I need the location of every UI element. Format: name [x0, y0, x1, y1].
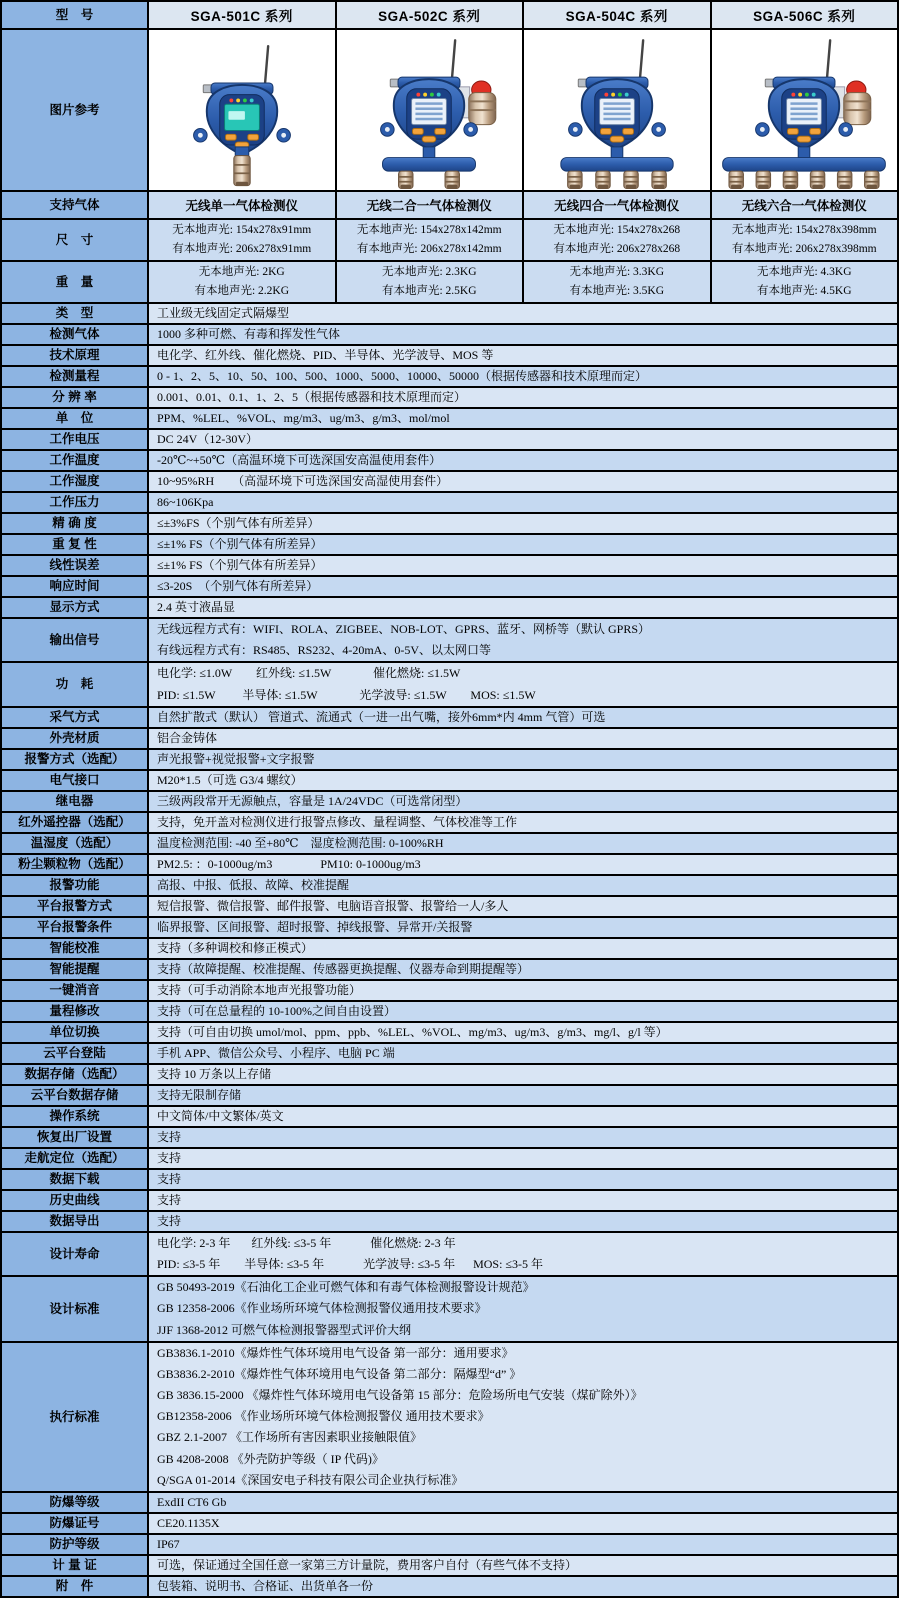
spec-line: ≤±3%FS（个别气体有所差异） — [157, 516, 320, 530]
spec-line: 电化学: ≤1.0W 红外线: ≤1.5W 催化燃烧: ≤1.5W — [157, 666, 461, 681]
spec-value — [147, 346, 897, 365]
spec-value — [147, 388, 897, 407]
spec-line: M20*1.5（可选 G3/4 螺纹） — [157, 772, 303, 787]
manifold-bar — [383, 158, 476, 172]
spec-label: 智能校准 — [2, 939, 147, 958]
dimension-line: 无本地声光: 154x278x268 — [553, 224, 681, 236]
spec-value — [147, 1107, 897, 1126]
spec-label: 附 件 — [2, 1577, 147, 1596]
supported-gas-label: 支持气体 — [2, 192, 147, 218]
weight-row-cell — [147, 262, 335, 302]
spec-line: 1000 多种可燃、有毒和挥发性气体 — [157, 327, 341, 341]
spec-label: 防爆等级 — [2, 1493, 147, 1512]
spec-row — [2, 365, 897, 386]
spec-value — [147, 430, 897, 449]
spec-label: 工作压力 — [2, 493, 147, 512]
spec-line: 支持 — [157, 1213, 182, 1228]
spec-row — [2, 1512, 897, 1533]
spec-line: 包装箱、说明书、合格证、出货单各一份 — [157, 1579, 374, 1593]
spec-row — [2, 1168, 897, 1189]
dimension-line: 无本地声光: 154x278x398mm — [731, 224, 877, 236]
weight-line: 有本地声光: 4.5KG — [756, 285, 852, 297]
model-header-row — [2, 2, 897, 28]
spec-value — [147, 939, 897, 958]
spec-line: 短信报警、微信报警、邮件报警、电脑语音报警、报警给一人/多人 — [157, 898, 509, 913]
spec-row — [2, 575, 897, 596]
spec-label: 采气方式 — [2, 708, 147, 727]
spec-row — [2, 1210, 897, 1231]
spec-line: ≤±1% FS（个别气体有所差异） — [157, 537, 323, 551]
spec-row — [2, 706, 897, 727]
device-image-cell — [335, 30, 523, 190]
spec-value — [147, 556, 897, 575]
spec-row — [2, 617, 897, 661]
spec-row — [2, 386, 897, 407]
spec-label: 计 量 证 — [2, 1556, 147, 1575]
dimension-line: 有本地声光: 206x278x91mm — [172, 243, 312, 255]
spec-line: 支持，免开盖对检测仪进行报警点修改、量程调整、气体校准等工作 — [157, 814, 518, 829]
spec-line: 临界报警、区间报警、超时报警、掉线报警、异常开/关报警 — [157, 919, 473, 934]
weight-line: 有本地声光: 2.2KG — [194, 285, 290, 297]
spec-value — [147, 1212, 897, 1231]
spec-line: 支持无限制存储 — [157, 1087, 242, 1102]
dimension-line: 无本地声光: 154x278x142mm — [356, 224, 502, 236]
spec-row — [2, 1126, 897, 1147]
spec-value — [147, 708, 897, 727]
model-name: SGA-502C 系列 — [335, 2, 523, 28]
spec-label: 一键消音 — [2, 981, 147, 1000]
spec-label: 电气接口 — [2, 771, 147, 790]
spec-line: GB 50493-2019《石油化工企业可燃气体和有毒气体检测报警设计规范》 — [157, 1280, 535, 1295]
spec-value — [147, 367, 897, 386]
spec-label: 防护等级 — [2, 1535, 147, 1554]
spec-line: 0 - 1、2、5、10、50、100、500、1000、5000、10000、50000（根据传感器和技术原理而定） — [157, 369, 647, 383]
spec-line: 声光报警+视觉报警+文字报警 — [157, 751, 315, 766]
dimensions-row-label: 尺 寸 — [2, 220, 147, 260]
spec-line: 支持（多种调校和修正模式） — [157, 940, 314, 955]
spec-line: PPM、%LEL、%VOL、mg/m3、ug/m3、g/m3、mol/mol — [157, 411, 450, 425]
spec-value — [147, 598, 897, 617]
model-name: SGA-504C 系列 — [522, 2, 710, 28]
manifold-bar — [561, 158, 673, 172]
spec-label: 类 型 — [2, 304, 147, 323]
beacon-body — [844, 93, 871, 125]
spec-label: 数据存储（选配） — [2, 1065, 147, 1084]
spec-label: 设计寿命 — [2, 1233, 147, 1275]
spec-row — [2, 1231, 897, 1275]
spec-line: 支持 — [157, 1150, 182, 1165]
spec-value — [147, 493, 897, 512]
spec-label: 检测气体 — [2, 325, 147, 344]
spec-value — [147, 663, 897, 705]
spec-line: 0.001、0.01、0.1、1、2、5（根据传感器和技术原理而定） — [157, 390, 467, 404]
spec-label: 历史曲线 — [2, 1191, 147, 1210]
spec-label: 响应时间 — [2, 577, 147, 596]
spec-line: ≤±1% FS（个别气体有所差异） — [157, 558, 323, 572]
spec-line: 三级两段常开无源触点，容量是 1A/24VDC（可选常闭型） — [157, 793, 468, 808]
dimensions-row — [2, 218, 897, 260]
spec-value — [147, 855, 897, 874]
spec-row — [2, 596, 897, 617]
spec-line: 手机 APP、微信公众号、小程序、电脑 PC 端 — [157, 1045, 395, 1060]
spec-row — [2, 832, 897, 853]
spec-value — [147, 1044, 897, 1063]
device-image-cell — [710, 30, 898, 190]
spec-value — [147, 729, 897, 748]
spec-label: 显示方式 — [2, 598, 147, 617]
spec-label: 检测量程 — [2, 367, 147, 386]
manifold-bar — [723, 158, 886, 172]
weight-line: 无本地声光: 2KG — [198, 266, 285, 278]
spec-value — [147, 1002, 897, 1021]
spec-value — [147, 451, 897, 470]
spec-label: 设计标准 — [2, 1277, 147, 1341]
spec-row — [2, 937, 897, 958]
dimensions-row-cell — [710, 220, 898, 260]
spec-line: 支持（可自由切换 umol/mol、ppm、ppb、%LEL、%VOL、mg/m3、ug/m3、g/m3、mg/l、g/l 等） — [157, 1024, 668, 1039]
spec-label: 报警功能 — [2, 876, 147, 895]
spec-label: 云平台登陆 — [2, 1044, 147, 1063]
weight-row-cell — [335, 262, 523, 302]
spec-value — [147, 1277, 897, 1341]
spec-value — [147, 1170, 897, 1189]
spec-row — [2, 323, 897, 344]
spec-line: 高报、中报、低报、故障、校准提醒 — [157, 877, 350, 892]
dimensions-row-cell — [335, 220, 523, 260]
spec-label: 报警方式（选配） — [2, 750, 147, 769]
weight-row-cell — [710, 262, 898, 302]
spec-line: 电化学、红外线、催化燃烧、PID、半导体、光学波导、MOS 等 — [157, 348, 494, 362]
dimension-line: 无本地声光: 154x278x91mm — [172, 224, 312, 236]
spec-row — [2, 1575, 897, 1596]
spec-label: 线性误差 — [2, 556, 147, 575]
spec-line: ≤3-20S （个别气体有所差异） — [157, 579, 319, 593]
weight-line: 无本地声光: 4.3KG — [756, 266, 852, 278]
spec-line: 支持 10 万条以上存储 — [157, 1066, 272, 1081]
spec-line: CE20.1135X — [157, 1516, 220, 1530]
spec-label: 恢复出厂设置 — [2, 1128, 147, 1147]
spec-label: 量程修改 — [2, 1002, 147, 1021]
spec-value — [147, 577, 897, 596]
spec-row — [2, 1063, 897, 1084]
spec-label: 外壳材质 — [2, 729, 147, 748]
spec-label: 输出信号 — [2, 619, 147, 661]
spec-row — [2, 554, 897, 575]
spec-row — [2, 661, 897, 705]
spec-row — [2, 491, 897, 512]
spec-row — [2, 1021, 897, 1042]
spec-row — [2, 1275, 897, 1341]
spec-row — [2, 1341, 897, 1491]
spec-value — [147, 813, 897, 832]
spec-row — [2, 979, 897, 1000]
spec-value — [147, 1493, 897, 1512]
spec-label: 分 辨 率 — [2, 388, 147, 407]
spec-label: 功 耗 — [2, 663, 147, 705]
spec-value — [147, 918, 897, 937]
supported-gas-value: 无线六合一气体检测仪 — [710, 192, 898, 218]
spec-row — [2, 1084, 897, 1105]
spec-value — [147, 1514, 897, 1533]
spec-row — [2, 748, 897, 769]
spec-row — [2, 1491, 897, 1512]
spec-line: 支持 — [157, 1129, 182, 1144]
spec-line: GBZ 2.1-2007 《工作场所有害因素职业接触限值》 — [157, 1430, 422, 1445]
spec-value — [147, 1191, 897, 1210]
spec-value — [147, 304, 897, 323]
spec-line: 温度检测范围: -40 至+80℃ 湿度检测范围: 0-100%RH — [157, 835, 444, 850]
model-label: 型 号 — [2, 2, 147, 28]
weight-line: 有本地声光: 3.5KG — [569, 285, 665, 297]
spec-line: 支持（故障提醒、校准提醒、传感器更换提醒、仪器寿命到期提醒等） — [157, 961, 530, 976]
spec-value — [147, 1065, 897, 1084]
spec-line: 自然扩散式（默认） 管道式、流通式（一进一出气嘴，接外6mm*内 4mm 气管）可选 — [157, 709, 606, 724]
spec-row — [2, 1042, 897, 1063]
spec-line: JJF 1368-2012 可燃气体检测报警器型式评价大纲 — [157, 1322, 412, 1337]
spec-row — [2, 344, 897, 365]
spec-line: 支持 — [157, 1171, 182, 1186]
spec-line: 工业级无线固定式隔爆型 — [157, 306, 290, 320]
spec-value — [147, 514, 897, 533]
spec-label: 精 确 度 — [2, 514, 147, 533]
spec-value — [147, 897, 897, 916]
dimension-line: 有本地声光: 206x278x268 — [553, 243, 681, 255]
spec-line: GB 3836.15-2000 《爆炸性气体环境用电气设备第 15 部分：危险场所电气安装（煤矿除外）》 — [157, 1388, 643, 1403]
dimensions-row-cell — [147, 220, 335, 260]
spec-label: 平台报警方式 — [2, 897, 147, 916]
spec-value — [147, 619, 897, 661]
spec-row — [2, 958, 897, 979]
spec-label: 操作系统 — [2, 1107, 147, 1126]
spec-value — [147, 1086, 897, 1105]
weight-row-cell — [522, 262, 710, 302]
spec-label: 粉尘颗粒物（选配） — [2, 855, 147, 874]
dimension-line: 有本地声光: 206x278x142mm — [356, 243, 502, 255]
spec-label: 走航定位（选配） — [2, 1149, 147, 1168]
spec-line: Q/SGA 01-2014《深国安电子科技有限公司企业执行标准》 — [157, 1472, 464, 1487]
spec-row — [2, 302, 897, 323]
spec-row — [2, 727, 897, 748]
spec-label: 温湿度（选配） — [2, 834, 147, 853]
model-name: SGA-506C 系列 — [710, 2, 898, 28]
spec-line: 2.4 英寸液晶显 — [157, 600, 236, 614]
spec-line: GB 4208-2008 《外壳防护等级（ IP 代码)》 — [157, 1451, 384, 1466]
spec-label: 工作温度 — [2, 451, 147, 470]
spec-label: 单位切换 — [2, 1023, 147, 1042]
spec-line: 中文简体/中文繁体/英文 — [157, 1108, 284, 1123]
device-image — [150, 36, 334, 190]
supported-gas-row — [2, 190, 897, 218]
spec-value — [147, 792, 897, 811]
beacon-body — [469, 93, 496, 125]
spec-row — [2, 1189, 897, 1210]
spec-value — [147, 1233, 897, 1275]
spec-label: 数据导出 — [2, 1212, 147, 1231]
device-image — [337, 36, 521, 190]
spec-value — [147, 325, 897, 344]
spec-value — [147, 876, 897, 895]
spec-row — [2, 1000, 897, 1021]
spec-line: GB3836.2-2010《爆炸性气体环境用电气设备 第二部分：隔爆型“d” 》 — [157, 1366, 522, 1381]
spec-row — [2, 1105, 897, 1126]
spec-row — [2, 449, 897, 470]
spec-row — [2, 895, 897, 916]
spec-row — [2, 790, 897, 811]
weight-line: 无本地声光: 2.3KG — [381, 266, 477, 278]
spec-label: 重 复 性 — [2, 535, 147, 554]
device-image-cell — [522, 30, 710, 190]
supported-gas-value: 无线四合一气体检测仪 — [522, 192, 710, 218]
spec-label: 工作湿度 — [2, 472, 147, 491]
spec-label: 平台报警条件 — [2, 918, 147, 937]
spec-row — [2, 1554, 897, 1575]
spec-row — [2, 512, 897, 533]
spec-line: 支持（可在总量程的 10-100%之间自由设置） — [157, 1003, 396, 1018]
spec-line: 10~95%RH （高湿环境下可选深国安高湿使用套件） — [157, 474, 449, 488]
spec-row — [2, 853, 897, 874]
device-image — [712, 36, 896, 190]
spec-line: GB 12358-2006《作业场所环境气体检测报警仪通用技术要求》 — [157, 1301, 487, 1316]
spec-value — [147, 535, 897, 554]
spec-line: DC 24V（12-30V） — [157, 432, 258, 446]
spec-row — [2, 811, 897, 832]
spec-line: GB12358-2006 《作业场所环境气体检测报警仪 通用技术要求》 — [157, 1409, 490, 1424]
spec-label: 红外遥控器（选配） — [2, 813, 147, 832]
weight-line: 有本地声光: 2.5KG — [381, 285, 477, 297]
spec-line: -20℃~+50℃（高温环境下可选深国安高温使用套件） — [157, 453, 442, 467]
spec-line: IP67 — [157, 1537, 180, 1551]
spec-value — [147, 1535, 897, 1554]
weight-line: 无本地声光: 3.3KG — [569, 266, 665, 278]
spec-value — [147, 771, 897, 790]
spec-line: 可选，保证通过全国任意一家第三方计量院，费用客户自付（有些气体不支持） — [157, 1558, 578, 1572]
spec-value — [147, 409, 897, 428]
spec-label: 云平台数据存储 — [2, 1086, 147, 1105]
spec-line: 86~106Kpa — [157, 495, 214, 509]
spec-line: PID: ≤3-5 年 半导体: ≤3-5 年 光学波导: ≤3-5 年 MOS: ≤3-5 年 — [157, 1256, 544, 1271]
spec-value — [147, 834, 897, 853]
model-name: SGA-501C 系列 — [147, 2, 335, 28]
sensor-head — [234, 156, 250, 186]
weight-row — [2, 260, 897, 302]
spec-line: ExdII CT6 Gb — [157, 1495, 227, 1509]
spec-value — [147, 750, 897, 769]
spec-row — [2, 428, 897, 449]
supported-gas-value: 无线二合一气体检测仪 — [335, 192, 523, 218]
spec-line: 无线远程方式有：WIFI、ROLA、ZIGBEE、NOB-LOT、GPRS、蓝牙、网桥等（默认 GPRS） — [157, 622, 651, 636]
spec-row — [2, 407, 897, 428]
spec-line: PM2.5: ：0-1000ug/m3 PM10: 0-1000ug/m3 — [157, 856, 421, 871]
spec-line: 铝合金铸体 — [157, 730, 218, 745]
spec-label: 单 位 — [2, 409, 147, 428]
spec-label: 技术原理 — [2, 346, 147, 365]
spec-row — [2, 1147, 897, 1168]
spec-row — [2, 874, 897, 895]
dimensions-row-cell — [522, 220, 710, 260]
spec-value — [147, 472, 897, 491]
spec-row — [2, 1533, 897, 1554]
spec-value — [147, 1577, 897, 1596]
spec-value — [147, 1556, 897, 1575]
spec-label: 工作电压 — [2, 430, 147, 449]
spec-line: 支持（可手动消除本地声光报警功能） — [157, 982, 362, 997]
spec-line: 有线远程方式有：RS485、RS232、4-20mA、0-5V、以太网口等 — [157, 643, 492, 658]
spec-label: 防爆证号 — [2, 1514, 147, 1533]
weight-row-label: 重 量 — [2, 262, 147, 302]
supported-gas-value: 无线单一气体检测仪 — [147, 192, 335, 218]
spec-value — [147, 981, 897, 1000]
spec-line: 电化学: 2-3 年 红外线: ≤3-5 年 催化燃烧: 2-3 年 — [157, 1235, 456, 1250]
spec-value — [147, 1343, 897, 1491]
device-image-cell — [147, 30, 335, 190]
spec-row — [2, 470, 897, 491]
spec-value — [147, 1149, 897, 1168]
spec-line: 支持 — [157, 1192, 182, 1207]
image-row — [2, 28, 897, 190]
spec-label: 继电器 — [2, 792, 147, 811]
spec-label: 智能提醒 — [2, 960, 147, 979]
device-image — [525, 36, 709, 190]
dimension-line: 有本地声光: 206x278x398mm — [731, 243, 877, 255]
spec-row — [2, 533, 897, 554]
image-row-label: 图片参考 — [2, 30, 147, 190]
spec-label: 执行标准 — [2, 1343, 147, 1491]
spec-value — [147, 960, 897, 979]
spec-value — [147, 1023, 897, 1042]
spec-line: PID: ≤1.5W 半导体: ≤1.5W 光学波导: ≤1.5W MOS: ≤1.5W — [157, 687, 536, 702]
spec-label: 数据下载 — [2, 1170, 147, 1189]
spec-row — [2, 916, 897, 937]
spec-line: GB3836.1-2010《爆炸性气体环境用电气设备 第一部分：通用要求》 — [157, 1345, 514, 1360]
spec-row — [2, 769, 897, 790]
spec-value — [147, 1128, 897, 1147]
